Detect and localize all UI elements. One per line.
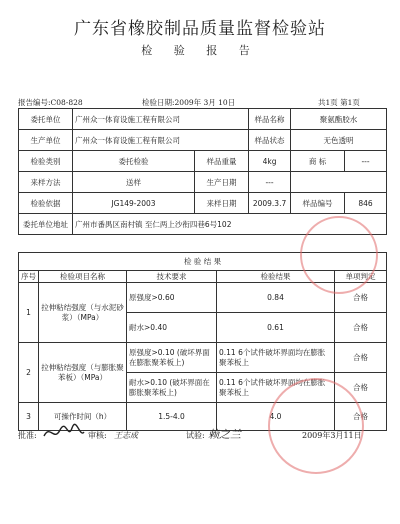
inspection-seal-stamp xyxy=(268,378,364,474)
sample-name-value: 聚氨酯胶水 xyxy=(291,109,387,130)
sample-qty-label: 样品重量 xyxy=(195,151,249,172)
row-3-no: 3 xyxy=(19,403,39,431)
sample-date-value: 2009.3.7 xyxy=(249,193,291,214)
sample-qty-value: 4kg xyxy=(249,151,291,172)
row-2a-result: 0.11 6个试件破坏界面均在膨胀聚苯板上 xyxy=(217,343,335,373)
page-indicator: 共1页 第1页 xyxy=(318,98,360,107)
producer-label: 生产单位 xyxy=(19,130,73,151)
report-number: 报告编号:C08-828 xyxy=(18,98,83,107)
approve-label: 批准: xyxy=(18,431,37,440)
producer-value: 广州众一体育设施工程有限公司 xyxy=(73,130,249,151)
row-2-no: 2 xyxy=(19,343,39,403)
row-1-no: 1 xyxy=(19,283,39,343)
prod-date-label: 生产日期 xyxy=(195,172,249,193)
test-type-label: 检验类别 xyxy=(19,151,73,172)
official-seal-stamp xyxy=(300,216,378,294)
row-1b-result: 0.61 xyxy=(217,313,335,343)
row-3-requirement: 1.5-4.0 xyxy=(127,403,217,431)
prod-date-value: --- xyxy=(249,172,291,193)
sample-no-value: 846 xyxy=(345,193,387,214)
address-label: 委托单位地址 xyxy=(19,214,73,235)
header-judgement: 单项判定 xyxy=(335,271,387,283)
results-section-title: 检 验 结 果 xyxy=(19,253,387,271)
row-1a-requirement: 原强度>0.60 xyxy=(127,283,217,313)
sample-date-label: 来样日期 xyxy=(195,193,249,214)
report-title: 广东省橡胶制品质量监督检验站 xyxy=(74,19,326,39)
row-2-item: 拉伸粘结强度（与膨胀聚苯板）（MPa） xyxy=(39,343,127,403)
test-label: 试验: xyxy=(186,431,205,440)
approver-signature xyxy=(42,420,86,444)
review-label: 审核: xyxy=(88,431,107,440)
header-no: 序号 xyxy=(19,271,39,283)
sample-no-label: 样品编号 xyxy=(291,193,345,214)
row-3-result: 4.0 xyxy=(217,403,335,431)
tester-signature: 赖之兰 xyxy=(208,428,241,441)
brand-value: --- xyxy=(345,151,387,172)
delivery-label: 来样方法 xyxy=(19,172,73,193)
client-label: 委托单位 xyxy=(19,109,73,130)
basis-value: JG149-2003 xyxy=(73,193,195,214)
address-value: 广州市番禺区南村镇 至仁两上沙衔四巷6号102 xyxy=(73,214,387,235)
row-1b-judgement: 合格 xyxy=(335,313,387,343)
header-item: 检验项目名称 xyxy=(39,271,127,283)
row-2a-judgement: 合格 xyxy=(335,343,387,373)
brand-label: 商 标 xyxy=(291,151,345,172)
row-1-item: 拉伸粘结强度（与水泥砂浆）（MPa） xyxy=(39,283,127,343)
row-1a-judgement: 合格 xyxy=(335,283,387,313)
row-3-item: 可操作时间（h） xyxy=(39,403,127,431)
report-subtitle: 检 验 报 告 xyxy=(141,44,259,57)
sample-state-value: 无色透明 xyxy=(291,130,387,151)
row-3-judgement: 合格 xyxy=(335,403,387,431)
row-1a-result: 0.84 xyxy=(217,283,335,313)
delivery-value: 送样 xyxy=(73,172,195,193)
row-2a-requirement: 原强度>0.10 (破坏界面在膨胀聚苯板上) xyxy=(127,343,217,373)
row-2b-result: 0.11 6个试件破坏界面均在膨胀聚苯板上 xyxy=(217,373,335,403)
issue-date: 2009年3月11日 xyxy=(302,431,362,440)
header-requirement: 技术要求 xyxy=(127,271,217,283)
sample-state-label: 样品状态 xyxy=(249,130,291,151)
sample-name-label: 样品名称 xyxy=(249,109,291,130)
row-2b-requirement: 耐水>0.10 (破坏界面在膨胀聚苯板上) xyxy=(127,373,217,403)
basis-label: 检验依据 xyxy=(19,193,73,214)
client-value: 广州众一体育设施工程有限公司 xyxy=(73,109,249,130)
test-type-value: 委托检验 xyxy=(73,151,195,172)
header-result: 检验结果 xyxy=(217,271,335,283)
row-2b-judgement: 合格 xyxy=(335,373,387,403)
reviewer-signature: 王志成 xyxy=(114,431,138,440)
row-1b-requirement: 耐水>0.40 xyxy=(127,313,217,343)
test-date: 检验日期:2009年 3月 10日 xyxy=(142,98,236,107)
